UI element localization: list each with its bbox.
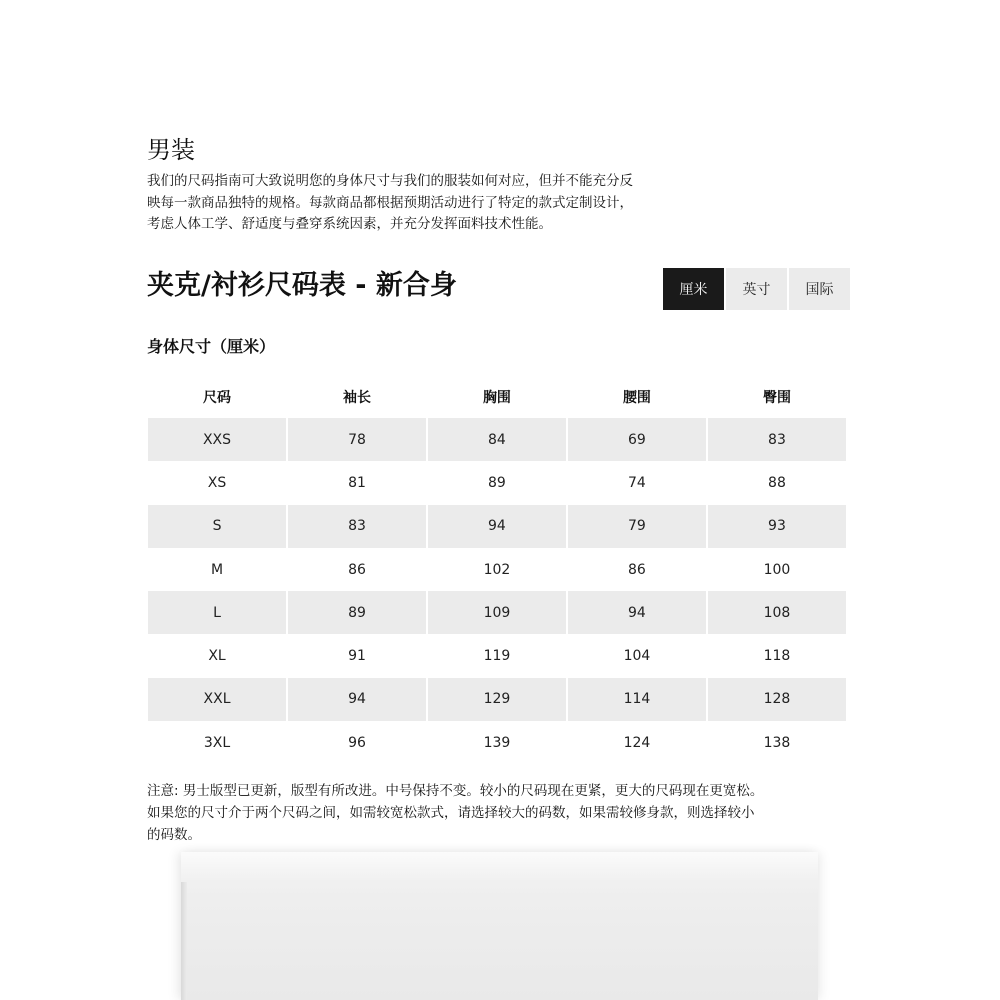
cell-chest: 94 [428,505,566,548]
cell-chest: 129 [428,678,566,721]
cell-waist: 104 [623,648,651,665]
cell-hip: 83 [708,418,846,461]
cell-size: XXS [148,418,286,461]
size-chart-title: 夹克/衬衫尺码表 - 新合身 [147,270,457,301]
cell-sleeve: 96 [348,734,366,751]
table-row [148,548,846,591]
tab-international[interactable]: 国际 [789,268,850,310]
cell-chest: 119 [483,648,511,665]
unit-tabs [663,268,850,310]
table-row [148,678,846,721]
cell-hip: 93 [708,505,846,548]
cell-waist: 124 [623,734,651,751]
cell-size: XXL [148,678,286,721]
cell-size: L [148,591,286,634]
intro-line: 考虑人体工学、舒适度与叠穿系统因素，并充分发挥面料技术性能。 [147,216,552,232]
column-header-chest: 胸围 [482,390,511,406]
cell-hip: 118 [763,648,791,665]
note-line: 如果您的尺寸介于两个尺码之间，如需较宽松款式，请选择较大的码数，如果需较修身款，则选择较小 [147,805,755,821]
product-box-image [181,852,818,1000]
table-row [148,461,846,504]
fit-note [147,780,852,846]
cell-sleeve: 86 [348,561,366,578]
column-header-size: 尺码 [203,390,231,406]
size-table [146,376,848,764]
cell-sleeve: 83 [288,505,426,548]
tab-cm[interactable]: 厘米 [663,268,724,310]
table-row [148,418,846,461]
section-title: 男装 [147,136,195,164]
intro-line: 映每一款商品独特的规格。每款商品都根据预期活动进行了特定的款式定制设计， [147,194,633,211]
cell-sleeve: 78 [288,418,426,461]
note-line: 的码数。 [147,827,201,843]
cell-size: XL [208,648,226,665]
cell-size: 3XL [203,734,231,751]
cell-size: M [210,561,224,578]
column-header-sleeve: 袖长 [342,390,371,406]
table-row [148,634,846,677]
cell-size: XS [207,474,227,491]
table-row [148,721,846,764]
cell-sleeve: 91 [348,648,366,665]
cell-waist: 74 [628,474,646,491]
column-header-hip: 臀围 [762,390,791,406]
cell-hip: 100 [763,561,791,578]
body-measurements-heading: 身体尺寸（厘米） [147,337,276,356]
column-header-waist: 腰围 [622,390,651,406]
table-row [148,591,846,634]
tab-inch[interactable]: 英寸 [726,268,787,310]
cell-chest: 89 [488,474,506,491]
cell-waist: 114 [568,678,706,721]
intro-line: 我们的尺码指南可大致说明您的身体尺寸与我们的服装如何对应，但并不能充分反 [147,173,633,189]
cell-chest: 84 [428,418,566,461]
note-line: 注意: 男士版型已更新，版型有所改进。中号保持不变。较小的尺码现在更紧，更大的尺码现在更宽松。 [147,783,764,799]
cell-chest: 139 [483,734,511,751]
cell-sleeve: 89 [288,591,426,634]
intro-paragraph [147,171,727,236]
cell-waist: 79 [568,505,706,548]
cell-waist: 86 [628,561,646,578]
cell-sleeve: 94 [288,678,426,721]
cell-hip: 88 [768,474,786,491]
cell-size: S [148,505,286,548]
cell-sleeve: 81 [348,474,366,491]
cell-chest: 102 [483,561,511,578]
cell-hip: 138 [763,734,791,751]
cell-waist: 69 [568,418,706,461]
cell-chest: 109 [428,591,566,634]
table-header-row [148,376,846,418]
table-row [148,505,846,548]
cell-hip: 128 [708,678,846,721]
cell-waist: 94 [568,591,706,634]
cell-hip: 108 [708,591,846,634]
